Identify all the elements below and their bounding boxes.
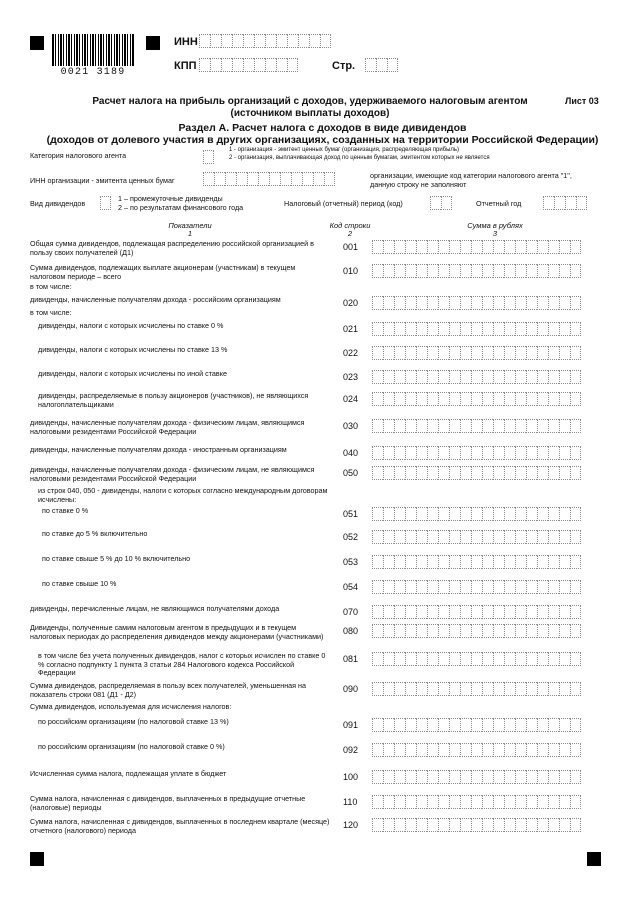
row-code-100: 100 (343, 772, 359, 782)
barcode (52, 34, 134, 66)
page-label: Стр. (332, 60, 356, 72)
row-code-110: 110 (343, 797, 358, 807)
row-code-040: 040 (343, 448, 359, 458)
row-label: по ставке свыше 5 % до 10 % включительно (42, 554, 191, 563)
amount-field-091[interactable] (372, 718, 581, 732)
row-code-092: 092 (343, 745, 359, 755)
row-label: по российским организациям (по налоговой ставке 0 %) (38, 742, 225, 751)
issuer-inn-note: организации, имеющие код категории налогового агента "1", данную строку не заполняют (370, 171, 572, 189)
row-label: по российским организациям (по налоговой ставке 13 %) (38, 717, 229, 726)
row-code-051: 051 (343, 509, 359, 519)
agent-category-option-2: 2 - организация, выплачивающая доход по ценным бумагам, эмитентом которых не является (229, 155, 490, 161)
row-label: Общая сумма дивидендов, подлежащая распределению российской организацией в пользу своих получателей (Д1) (30, 239, 314, 257)
row-label: из строк 040, 050 - дивиденды, налоги с которых согласно международным договорам исчислены: (38, 486, 328, 504)
section-title: Раздел А. Расчет налога с доходов в виде дивидендов (доходов от долевого участия в других организациях, созданных на территории Российской Федерации) (46, 122, 599, 146)
period-code-label: Налоговый (отчетный) период (код) (284, 199, 403, 208)
row-code-054: 054 (343, 582, 359, 592)
agent-category-label: Категория налогового агента (30, 151, 127, 160)
issuer-inn-label: ИНН организации - эмитента ценных бумаг (30, 176, 175, 185)
row-label: в том числе: (30, 282, 72, 291)
row-code-030: 030 (343, 421, 359, 431)
amount-field-022[interactable] (372, 346, 581, 360)
amount-field-024[interactable] (372, 392, 581, 406)
row-label: Сумма налога, начисленная с дивидендов, выплаченных в предыдущие отчетные (налоговые) периоды (30, 794, 306, 812)
amount-field-030[interactable] (372, 419, 581, 433)
row-label: Сумма дивидендов, подлежащих выплате акционерам (участникам) в текущем налоговом периоде – всего (30, 263, 296, 281)
issuer-inn-field[interactable] (203, 172, 335, 186)
row-code-020: 020 (343, 298, 359, 308)
kpp-label: КПП (174, 60, 197, 72)
amount-field-053[interactable] (372, 555, 581, 569)
row-label: дивиденды, налоги с которых исчислены по ставке 0 % (38, 321, 224, 330)
row-label: дивиденды, начисленные получателям дохода - физическим лицам, не являющимся налоговыми резидентами Российской Федерации (30, 465, 315, 483)
row-code-053: 053 (343, 557, 359, 567)
row-label: Сумма дивидендов, используемая для исчисления налогов: (30, 702, 232, 711)
row-label: дивиденды, начисленные получателям дохода - физическим лицам, являющимся налоговыми резидентами Российской Федерации (30, 418, 305, 436)
row-code-091: 091 (343, 720, 359, 730)
agent-category-field[interactable] (203, 150, 214, 164)
amount-field-050[interactable] (372, 466, 581, 480)
amount-field-054[interactable] (372, 580, 581, 594)
inn-label: ИНН (174, 36, 198, 48)
row-code-052: 052 (343, 532, 359, 542)
row-label: Сумма налога, начисленная с дивидендов, выплаченных в последнем квартале (месяце) отчетного (налогового) периода (30, 817, 330, 835)
amount-field-021[interactable] (372, 322, 581, 336)
dividends-type-options: 1 – промежуточные дивиденды 2 – по результатам финансового года (118, 194, 244, 212)
sheet-label: Лист 03 (565, 96, 599, 106)
row-label: дивиденды, налоги с которых исчислены по иной ставке (38, 369, 227, 378)
page-field[interactable] (365, 58, 398, 72)
row-label: дивиденды, налоги с которых исчислены по ставке 13 % (38, 345, 228, 354)
row-label: Сумма дивидендов, распределяемая в пользу всех получателей, уменьшенная на показатель строки 081 (Д1 - Д2) (30, 681, 307, 699)
amount-field-052[interactable] (372, 530, 581, 544)
amount-field-070[interactable] (372, 605, 581, 619)
dividends-type-field[interactable] (100, 196, 111, 210)
row-code-120: 120 (343, 820, 359, 830)
corner-marker-top-left (30, 36, 44, 50)
inn-field[interactable] (199, 34, 331, 48)
row-code-050: 050 (343, 468, 359, 478)
amount-field-092[interactable] (372, 743, 581, 757)
row-label: по ставке 0 % (42, 506, 89, 515)
amount-field-020[interactable] (372, 296, 581, 310)
row-code-022: 022 (343, 348, 359, 358)
row-code-090: 090 (343, 684, 359, 694)
row-label: дивиденды, распределяемые в пользу акционеров (участников), не являющихся налогоплательщиками (38, 391, 309, 409)
row-label: по ставке до 5 % включительно (42, 529, 148, 538)
amount-field-090[interactable] (372, 682, 581, 696)
row-code-001: 001 (343, 242, 359, 252)
column-header-indicators: Показатели 1 (168, 221, 212, 238)
row-label: дивиденды, начисленные получателям дохода - иностранным организациям (30, 445, 287, 454)
doc-title: Расчет налога на прибыль организаций с доходов, удерживаемого налоговым агентом (источником выплаты доходов) (92, 96, 528, 119)
dividends-type-label: Вид дивидендов (30, 199, 86, 208)
row-code-010: 010 (343, 266, 359, 276)
row-code-024: 024 (343, 394, 359, 404)
row-label: по ставке свыше 10 % (42, 579, 117, 588)
amount-field-081[interactable] (372, 652, 581, 666)
amount-field-001[interactable] (372, 240, 581, 254)
amount-field-080[interactable] (372, 624, 581, 638)
amount-field-120[interactable] (372, 818, 581, 832)
row-code-070: 070 (343, 607, 359, 617)
kpp-field[interactable] (199, 58, 298, 72)
amount-field-110[interactable] (372, 795, 581, 809)
row-code-081: 081 (343, 654, 359, 664)
row-label: в том числе без учета полученных дивидендов, налог с которых исчислен по ставке 0 % согласно подпункту 1 пункта 3 статьи 284 Налогового кодекса Российской Федерации (38, 651, 326, 678)
row-label: дивиденды, начисленные получателям дохода - российским организациям (30, 295, 281, 304)
row-code-023: 023 (343, 372, 359, 382)
corner-marker-bottom-left (30, 852, 44, 866)
barcode-number: 0021 3189 (60, 67, 126, 78)
column-header-amount: Сумма в рублях 3 (467, 221, 523, 238)
corner-marker-bottom-right (587, 852, 601, 866)
row-label: Дивиденды, полученные самим налоговым агентом в предыдущих и в текущем налоговых периодах до распределения дивидендов между акционерами (участниками) (30, 623, 324, 641)
row-label: дивиденды, перечисленные лицам, не являющимся получателями дохода (30, 604, 280, 613)
report-year-field[interactable] (543, 196, 587, 210)
row-label: Исчисленная сумма налога, подлежащая уплате в бюджет (30, 769, 227, 778)
row-code-021: 021 (343, 324, 359, 334)
corner-marker-top-mid (146, 36, 160, 50)
row-code-080: 080 (343, 626, 359, 636)
amount-field-023[interactable] (372, 370, 581, 384)
report-year-label: Отчетный год (476, 199, 522, 208)
amount-field-051[interactable] (372, 507, 581, 521)
amount-field-040[interactable] (372, 446, 581, 460)
period-code-field[interactable] (430, 196, 452, 210)
amount-field-010[interactable] (372, 264, 581, 278)
agent-category-option-1: 1 - организация - эмитент ценных бумаг (организация, распределяющая прибыль) (229, 147, 460, 153)
column-header-row-code: Код строки 2 (329, 221, 371, 238)
row-label: в том числе: (30, 308, 72, 317)
amount-field-100[interactable] (372, 770, 581, 784)
